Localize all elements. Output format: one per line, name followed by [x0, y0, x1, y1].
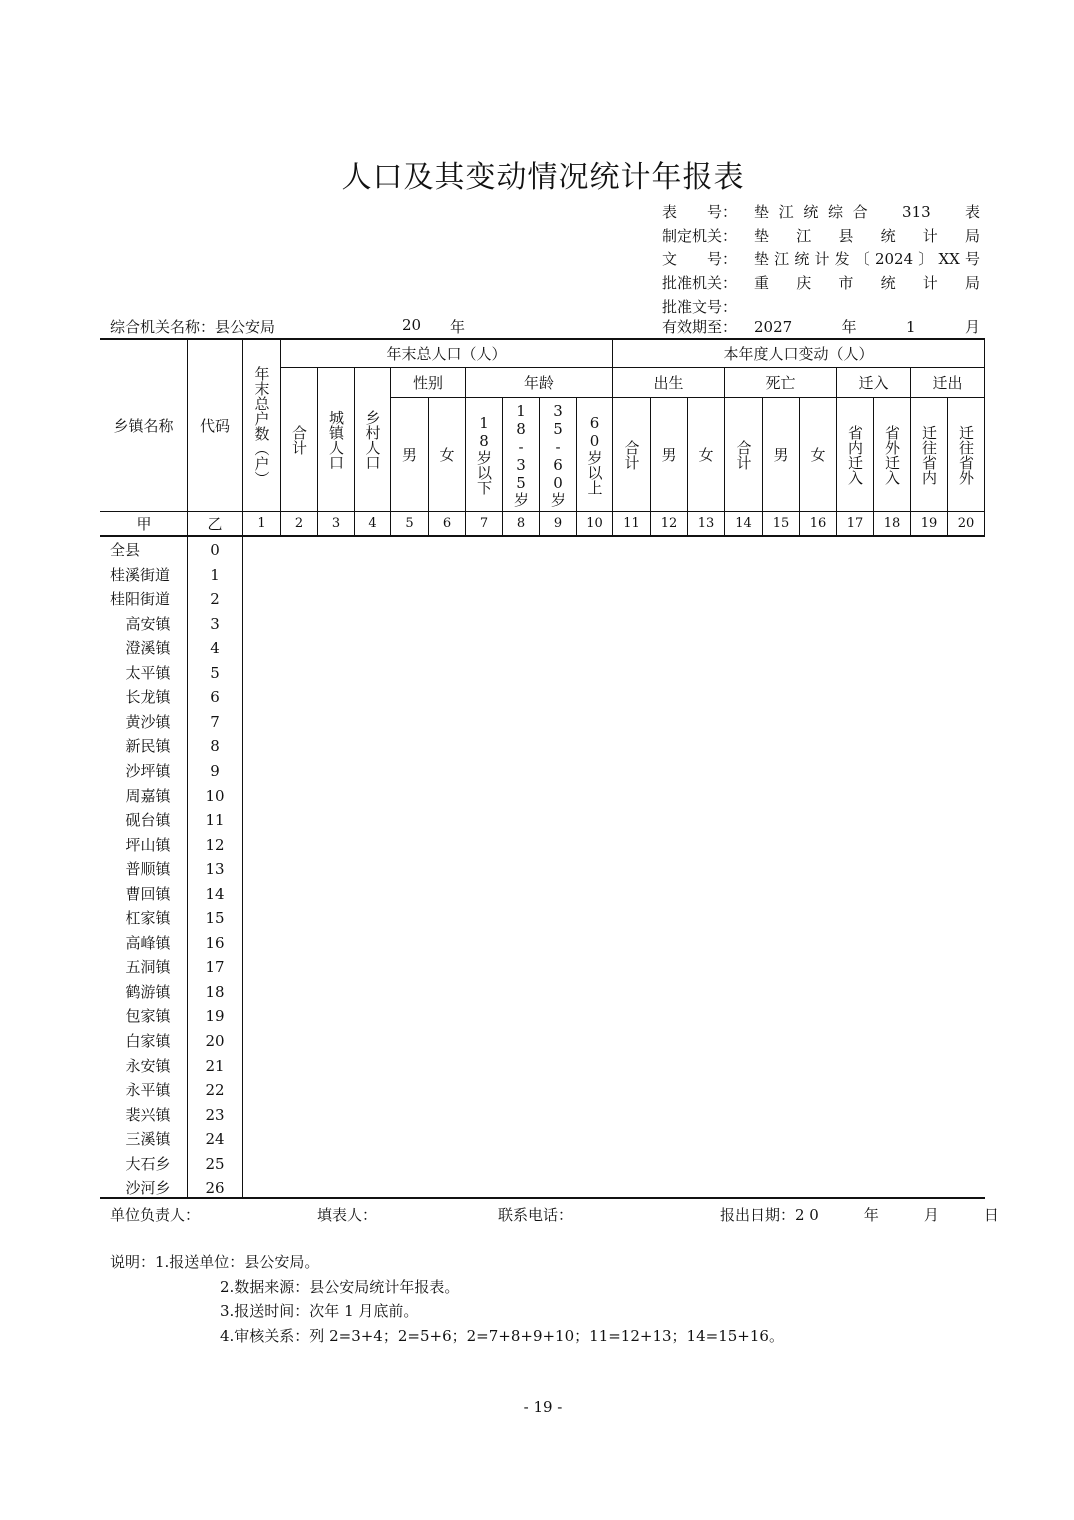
header-yearend-population: 年末总人口（人） [386, 344, 507, 363]
header-urban: 城镇人口 [327, 409, 345, 470]
header-death-female: 女 [810, 445, 826, 464]
column-number: 3 [331, 515, 341, 531]
town-name: 长龙镇 [125, 688, 171, 707]
column-number: 5 [405, 515, 414, 531]
town-code: 19 [205, 1007, 225, 1026]
meta-key: 批准机关： [662, 274, 738, 292]
column-number: 11 [623, 515, 640, 531]
header-birth-female: 女 [698, 445, 714, 464]
column-number: 1 [257, 515, 266, 531]
town-name: 包家镇 [125, 1007, 171, 1026]
header-households: 年末总户数（户） [252, 365, 271, 486]
header-town-name: 乡镇名称 [113, 416, 174, 435]
header-code: 代码 [199, 416, 230, 435]
town-name: 沙坪镇 [125, 761, 171, 780]
column-number: 12 [660, 515, 678, 531]
town-name: 鹤游镇 [125, 982, 171, 1001]
town-name: 大石乡 [125, 1154, 171, 1173]
column-number: 乙 [207, 514, 223, 533]
town-code: 21 [205, 1056, 225, 1075]
column-number: 18 [883, 515, 901, 531]
header-to-province: 迁往省内 [920, 424, 938, 485]
header-gender: 性别 [412, 373, 443, 392]
column-number: 20 [957, 515, 975, 531]
town-name: 桂溪街道 [110, 565, 171, 584]
meta-key: 制定机关： [662, 227, 738, 245]
header-birth-total: 合计 [622, 439, 641, 470]
town-name: 曹回镇 [125, 884, 171, 903]
column-number: 8 [516, 515, 526, 531]
town-code: 14 [205, 884, 225, 903]
column-number: 19 [920, 515, 938, 531]
column-number: 14 [735, 515, 752, 531]
town-name: 周嘉镇 [125, 786, 171, 805]
town-name: 永安镇 [125, 1056, 171, 1075]
town-code: 17 [205, 958, 225, 977]
town-name: 三溪镇 [125, 1130, 171, 1149]
header-out-province: 省外迁入 [883, 424, 901, 485]
column-number: 13 [697, 515, 715, 531]
town-name: 白家镇 [125, 1032, 171, 1050]
column-number: 17 [846, 515, 864, 531]
town-code: 24 [205, 1130, 225, 1149]
meta-value: 2027年1月 [754, 318, 980, 336]
town-code: 8 [210, 737, 220, 756]
header-age-35-60: 35-60岁 [549, 402, 567, 507]
town-code: 26 [205, 1179, 225, 1198]
header-death-total: 合计 [734, 439, 753, 470]
town-name: 杠家镇 [125, 909, 171, 928]
header-move-in: 迁入 [858, 373, 889, 392]
column-number: 甲 [136, 514, 152, 533]
town-code: 13 [205, 860, 225, 879]
header-population-change: 本年度人口变动（人） [723, 344, 874, 363]
header-age-over60: 60岁以上 [585, 414, 604, 495]
year-prefix: 20 [402, 316, 422, 334]
town-code: 2 [210, 590, 220, 609]
page-title: 人口及其变动情况统计年报表 [341, 160, 745, 195]
meta-value: 垫江统综合 313 表 [754, 203, 980, 221]
header-birth: 出生 [653, 373, 684, 392]
header-rural: 乡村人口 [363, 409, 382, 470]
town-name: 坪山镇 [125, 835, 171, 854]
town-code: 18 [205, 982, 225, 1001]
town-name: 普顺镇 [125, 860, 171, 879]
column-number: 2 [294, 515, 304, 531]
town-code: 23 [205, 1105, 225, 1124]
meta-key: 文 号： [662, 250, 738, 268]
town-name: 五洞镇 [125, 958, 171, 977]
year-suffix: 年 [450, 318, 466, 336]
town-name: 高安镇 [125, 614, 171, 633]
column-number: 9 [553, 515, 563, 531]
town-code: 15 [205, 909, 225, 928]
town-name: 黄沙镇 [125, 712, 171, 731]
header-move-out: 迁出 [932, 373, 963, 392]
org-name: 综合机关名称：县公安局 [110, 318, 276, 336]
town-code: 0 [210, 541, 220, 559]
header-in-province: 省内迁入 [846, 424, 864, 485]
town-code: 3 [210, 614, 220, 633]
town-code: 6 [210, 688, 220, 707]
note-4: 4.审核关系：列 2=3+4；2=5+6；2=7+8+9+10；11=12+13；14=15+16。 [220, 1327, 784, 1345]
town-name: 全县 [110, 541, 141, 559]
header-age: 年龄 [523, 373, 554, 392]
town-code: 10 [205, 786, 225, 805]
header-total: 合计 [290, 424, 308, 455]
town-name: 桂阳街道 [110, 590, 171, 609]
header-age-under18: 18岁以下 [475, 414, 493, 495]
town-code: 25 [205, 1154, 225, 1173]
footer-unit-head: 单位负责人： [110, 1206, 201, 1224]
header-male: 男 [401, 445, 417, 464]
note-1: 说明：1.报送单位：县公安局。 [110, 1253, 320, 1271]
meta-value: 垫江统计发〔2024〕XX号 [754, 250, 980, 268]
town-code: 11 [205, 811, 225, 830]
town-name: 裴兴镇 [125, 1105, 171, 1124]
town-code: 20 [205, 1032, 225, 1050]
town-code: 4 [210, 639, 220, 658]
town-name: 新民镇 [125, 737, 171, 756]
town-name: 澄溪镇 [125, 639, 171, 658]
town-name: 沙河乡 [125, 1179, 171, 1198]
column-number: 10 [586, 515, 603, 531]
footer-report-date: 报出日期：2 0 年 月 日 [720, 1206, 999, 1224]
town-code: 5 [210, 663, 220, 682]
note-2: 2.数据来源：县公安局统计年报表。 [220, 1278, 460, 1296]
header-death-male: 男 [773, 445, 789, 464]
town-name: 永平镇 [125, 1081, 171, 1100]
column-number: 7 [479, 515, 489, 531]
town-code: 12 [205, 835, 225, 854]
town-code: 7 [210, 712, 220, 731]
column-number: 15 [772, 515, 790, 531]
footer-filler: 填表人： [317, 1206, 378, 1224]
header-birth-male: 男 [661, 445, 677, 464]
town-code: 1 [210, 565, 220, 584]
column-number: 4 [368, 515, 377, 531]
town-code: 9 [210, 761, 220, 780]
town-name: 高峰镇 [125, 933, 171, 952]
town-code: 16 [205, 933, 225, 952]
header-to-outside: 迁往省外 [957, 424, 975, 485]
note-3: 3.报送时间：次年 1 月底前。 [220, 1302, 419, 1320]
meta-key: 批准文号： [662, 298, 738, 316]
column-number: 6 [442, 515, 452, 531]
meta-key: 有效期至： [662, 318, 738, 336]
meta-value: 重庆市统计局 [754, 274, 980, 292]
header-female: 女 [439, 445, 455, 464]
town-name: 太平镇 [125, 663, 171, 682]
meta-value: 垫江县统计局 [754, 227, 980, 245]
page-number: - 19 - [523, 1398, 563, 1416]
town-code: 22 [205, 1081, 225, 1100]
header-death: 死亡 [765, 373, 796, 392]
header-age-18-35: 18-35岁 [512, 402, 530, 507]
town-name: 砚台镇 [125, 811, 171, 830]
footer-phone: 联系电话： [498, 1206, 574, 1224]
meta-key: 表 号： [662, 203, 738, 221]
column-number: 16 [809, 515, 827, 531]
